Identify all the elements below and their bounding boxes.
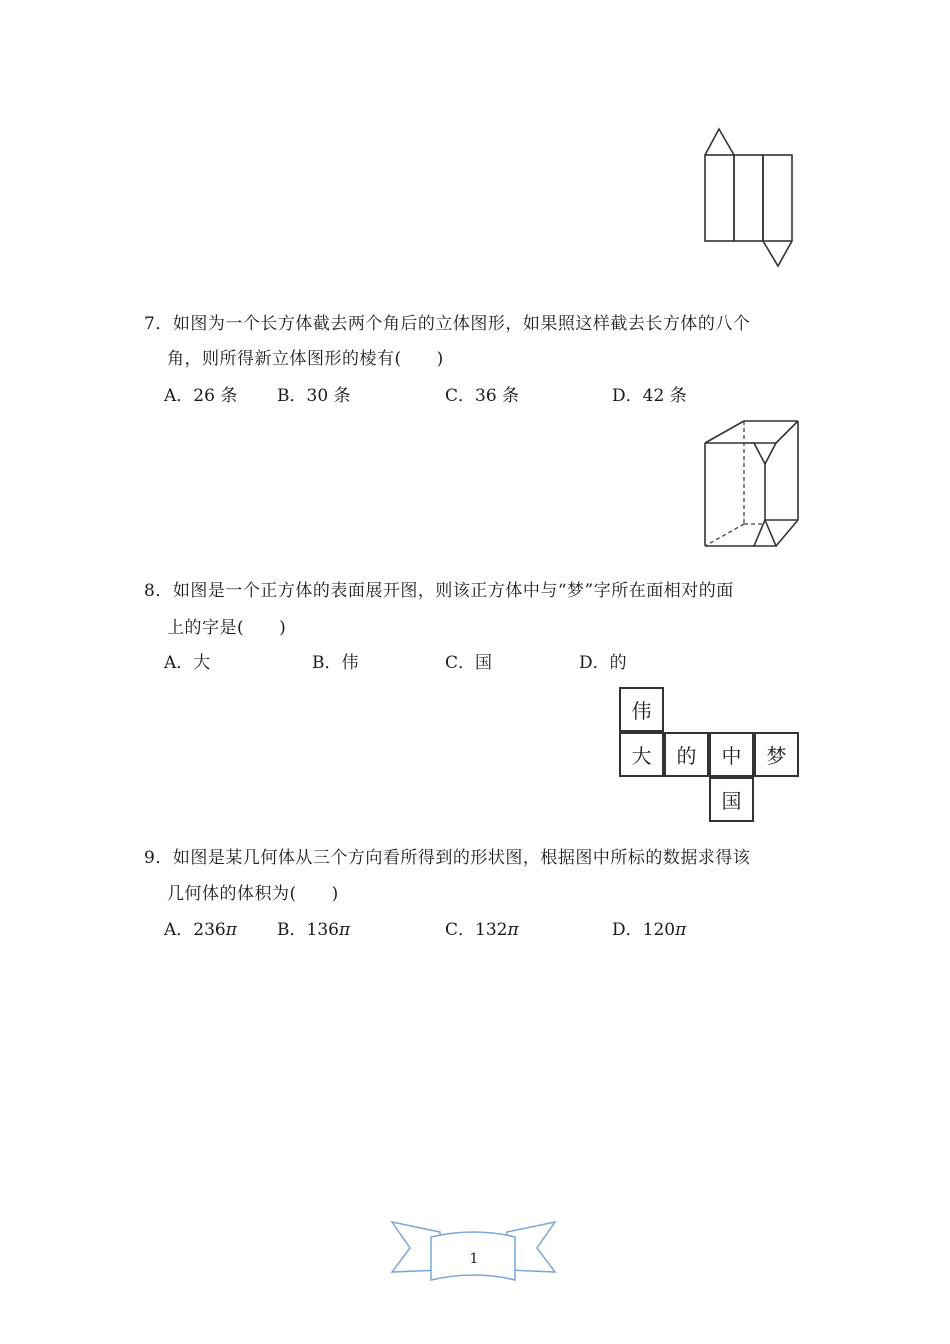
question-7-line-2: 角，则所得新立体图形的棱有( ) [167,349,444,369]
question-8-number: 8． [144,581,173,601]
question-9-text-1: 如图是某几何体从三个方向看所得到的形状图，根据图中所标的数据求得该 [172,848,751,868]
q8-option-c: C．国 [445,653,493,673]
net-cell-zhong: 中 [709,732,754,777]
q8-option-a: A．大 [164,653,211,673]
question-9-number: 9． [144,848,173,868]
net-cell-wei: 伟 [619,687,664,732]
q9-option-c: C．132π [445,920,519,940]
question-8-line-2: 上的字是( ) [167,618,287,638]
q9-option-d: D．120π [612,920,687,940]
q7-option-a: A．26 条 [164,386,238,406]
question-7-text-1: 如图为一个长方体截去两个角后的立体图形，如果照这样截去长方体的八个 [172,314,751,334]
net-cell-meng: 梦 [754,732,799,777]
q9-option-b: B．136π [277,920,351,940]
net-cell-da: 大 [619,732,664,777]
question-7-number: 7． [144,314,173,334]
q7-option-c: C．36 条 [445,386,520,406]
net-cell-de: 的 [664,732,709,777]
question-8-text-1: 如图是一个正方体的表面展开图，则该正方体中与“梦”字所在面相对的面 [172,581,734,601]
q7-option-b: B．30 条 [277,386,351,406]
net-cell-guo: 国 [709,777,754,822]
q9-option-a: A．236π [164,920,237,940]
q8-option-d: D．的 [579,653,627,673]
q8-option-b: B．伟 [312,653,359,673]
q7-option-d: D．42 条 [612,386,687,406]
question-9-line-2: 几何体的体积为( ) [167,884,339,904]
page-number: 1 [469,1251,479,1267]
